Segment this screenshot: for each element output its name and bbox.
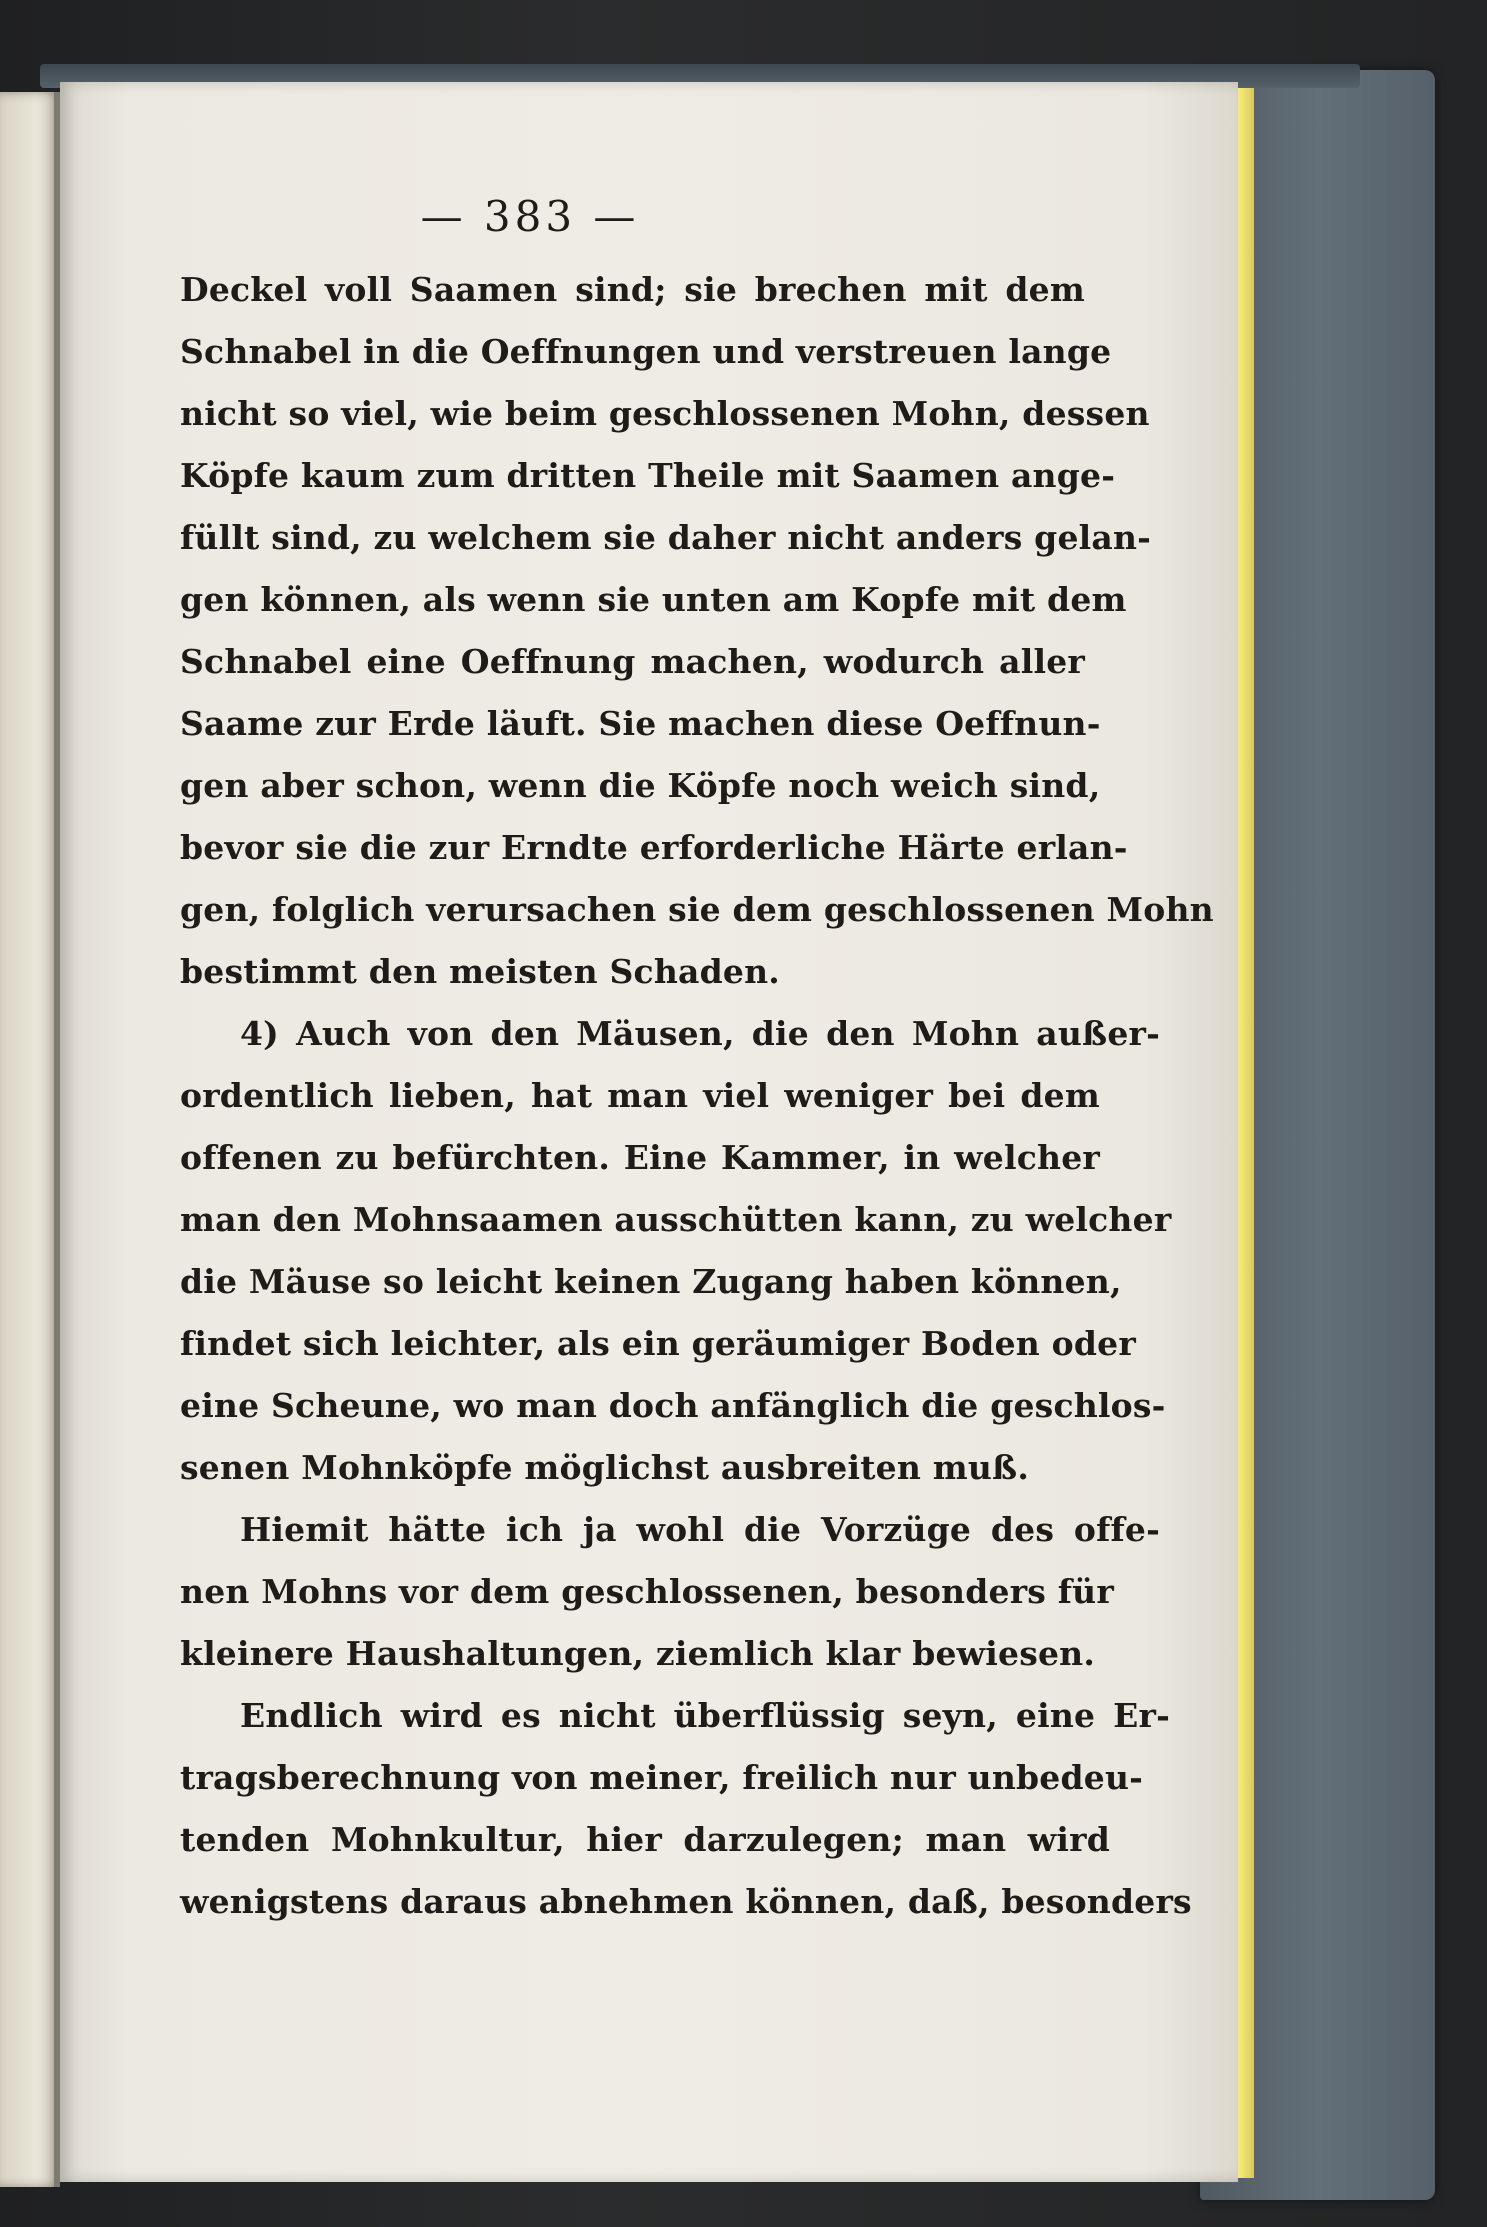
text-line: Deckel voll Saamen sind; sie brechen mit dem	[180, 270, 1085, 309]
text-line: nicht so viel, wie beim geschlossenen Mohn, dessen	[180, 394, 1150, 433]
text-line: eine Scheune, wo man doch anfänglich die geschlos-	[180, 1386, 1166, 1425]
text-line: die Mäuse so leicht keinen Zugang haben können,	[180, 1262, 1122, 1301]
text-line: Schnabel eine Oeffnung machen, wodurch aller	[180, 642, 1085, 681]
text-line: Endlich wird es nicht überflüssig seyn, eine Er-	[240, 1696, 1170, 1735]
facing-page-edge	[0, 92, 60, 2187]
text-line: kleinere Haushaltungen, ziemlich klar bewiesen.	[180, 1634, 1096, 1673]
text-line: gen aber schon, wenn die Köpfe noch weich sind,	[180, 766, 1101, 805]
text-line: ordentlich lieben, hat man viel weniger bei dem	[180, 1076, 1100, 1115]
text-line: senen Mohnköpfe möglichst ausbreiten muß.	[180, 1448, 1030, 1487]
text-line: findet sich leichter, als ein geräumiger Boden oder	[180, 1324, 1136, 1363]
text-line: 4) Auch von den Mäusen, die den Mohn außer-	[240, 1014, 1160, 1053]
text-line: nen Mohns vor dem geschlossenen, besonders für	[180, 1572, 1114, 1611]
text-line: Schnabel in die Oeffnungen und verstreuen lange	[180, 332, 1112, 371]
text-line: füllt sind, zu welchem sie daher nicht anders gelan-	[180, 518, 1152, 557]
text-line: bestimmt den meisten Schaden.	[180, 952, 780, 991]
text-line: wenigstens daraus abnehmen können, daß, besonders	[180, 1882, 1192, 1921]
text-line: Saame zur Erde läuft. Sie machen diese Oeffnun-	[180, 704, 1101, 743]
page-number: — 383 —	[420, 192, 640, 241]
text-line: offenen zu befürchten. Eine Kammer, in welcher	[180, 1138, 1100, 1177]
text-line: tragsberechnung von meiner, freilich nur unbedeu-	[180, 1758, 1144, 1797]
text-line: Köpfe kaum zum dritten Theile mit Saamen ange-	[180, 456, 1116, 495]
book-page	[60, 82, 1238, 2182]
text-line: gen, folglich verursachen sie dem geschlossenen Mohn	[180, 890, 1214, 929]
text-line: gen können, als wenn sie unten am Kopfe mit dem	[180, 580, 1127, 619]
text-line: Hiemit hätte ich ja wohl die Vorzüge des offe-	[240, 1510, 1160, 1549]
text-line: tenden Mohnkultur, hier darzulegen; man wird	[180, 1820, 1110, 1859]
page-text	[160, 192, 1214, 1933]
text-line: man den Mohnsaamen ausschütten kann, zu welcher	[180, 1200, 1172, 1239]
text-line: bevor sie die zur Erndte erforderliche Härte erlan-	[180, 828, 1128, 867]
